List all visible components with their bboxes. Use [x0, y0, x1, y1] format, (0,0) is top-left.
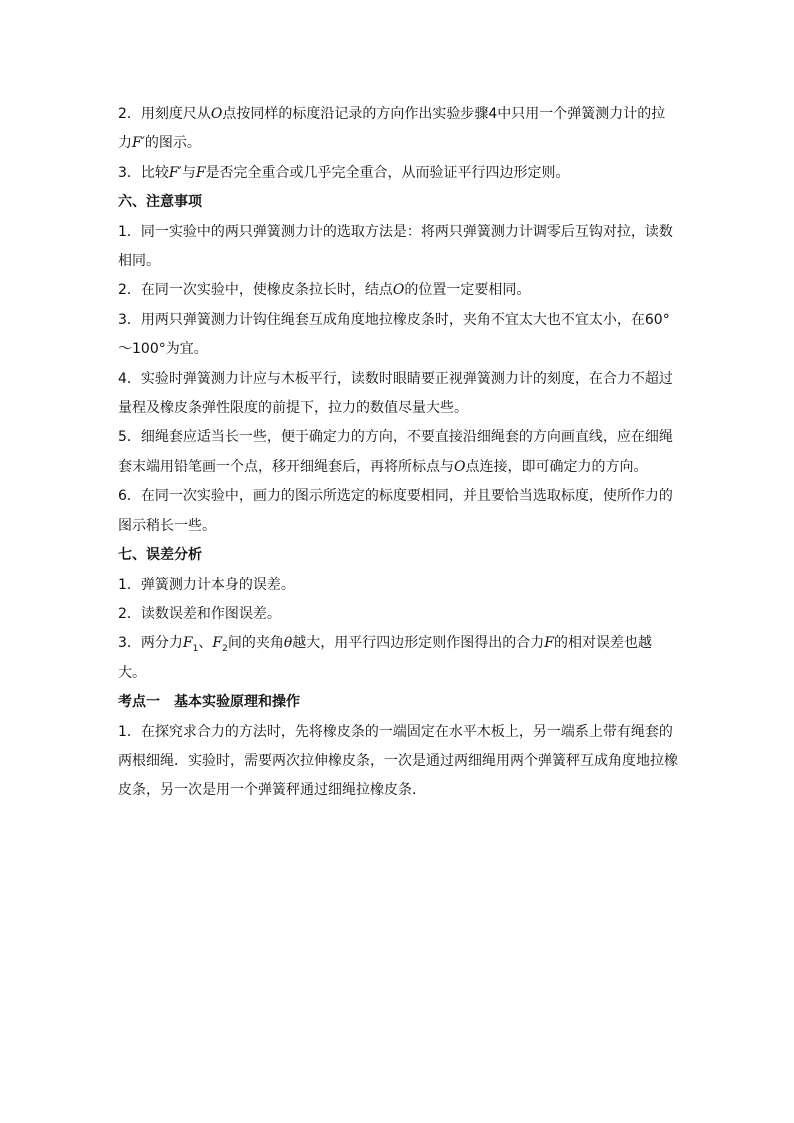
text-run: 2．在同一次实验中，使橡皮条拉长时，结点	[118, 282, 393, 299]
text-run: 与	[181, 164, 196, 181]
section-heading-error-analysis: 七、误差分析	[118, 547, 202, 564]
step-3-paragraph	[118, 159, 678, 188]
error-3	[118, 629, 678, 688]
subscript: 2	[222, 644, 228, 655]
text-run: 3．比较	[118, 164, 169, 181]
subscript: 1	[192, 644, 199, 655]
precaution-2	[118, 276, 678, 305]
error-2: 2．读数误差和作图误差。	[118, 605, 281, 622]
text-run: 间的夹角	[227, 635, 284, 652]
precaution-3: 3．用两只弹簧测力计钩住绳套互成角度地拉橡皮条时，夹角不宜太大也不宜太小，在60°～100°为宜。	[118, 311, 670, 358]
error-1: 1．弹簧测力计本身的误差。	[118, 576, 295, 593]
variable-theta: θ	[283, 635, 293, 652]
precaution-6: 6．在同一次实验中，画力的图示所选定的标度要相同，并且要恰当选取标度，使所作力的图示稍长一些。	[118, 488, 673, 534]
text-run: 点按同样的标度沿记录的方向作出实验步骤4中只用一个弹簧测力计的拉力	[118, 106, 666, 152]
text-run: 的位置一定要相同。	[404, 282, 531, 299]
text-run: 2．用刻度尺从	[118, 106, 211, 122]
precaution-4: 4．实验时弹簧测力计应与木板平行，读数时眼睛要正视弹簧测力计的刻度，在合力不超过量程及橡皮条弹性限度的前提下，拉力的数值尽量大些。	[118, 370, 673, 417]
text-run: 5．细绳套应适当长一些，便于确定力的方向，不要直接沿细绳套的方向画直线，应在细绳套末端用铅笔画一个点，移开细绳套后，再将所标点与	[118, 429, 673, 475]
precaution-5	[118, 423, 678, 482]
precaution-1: 1．同一实验中的两只弹簧测力计的选取方法是：将两只弹簧测力计调零后互钩对拉，读数相同。	[118, 223, 673, 270]
variable-f: F	[544, 635, 554, 652]
text-run: 的相对误差也越大。	[118, 635, 652, 681]
variable-f1: F	[182, 635, 193, 652]
document-content	[118, 100, 678, 806]
variable-f2: F	[212, 635, 223, 652]
variable-o: O	[210, 106, 223, 122]
text-run: 越大，用平行四边形定则作图得出的合力	[292, 635, 545, 652]
step-2-paragraph	[118, 100, 678, 159]
variable-f-prime: F′	[132, 135, 145, 152]
text-run: 点连接，即可确定力的方向。	[465, 458, 648, 475]
text-run: 3．两分力	[118, 635, 183, 652]
variable-f-prime: F′	[168, 164, 182, 181]
text-run: 、	[198, 635, 213, 652]
text-run: 的图示。	[144, 135, 201, 152]
question-1: 1．在探究求合力的方法时，先将橡皮条的一端固定在水平木板上，另一端系上带有绳套的两根细绳．实验时，需要两次拉伸橡皮条，一次是通过两细绳用两个弹簧秤互成角度地拉橡皮条，另一次是用一个弹簧秤通过细绳拉橡皮条．	[118, 723, 678, 799]
section-heading-topic-1: 考点一 基本实验原理和操作	[118, 694, 300, 711]
variable-o: O	[392, 282, 405, 299]
variable-o: O	[454, 458, 466, 475]
section-heading-precautions: 六、注意事项	[118, 194, 202, 211]
variable-f: F	[195, 164, 206, 181]
text-run: 是否完全重合或几乎完全重合，从而验证平行四边形定则。	[205, 164, 570, 181]
